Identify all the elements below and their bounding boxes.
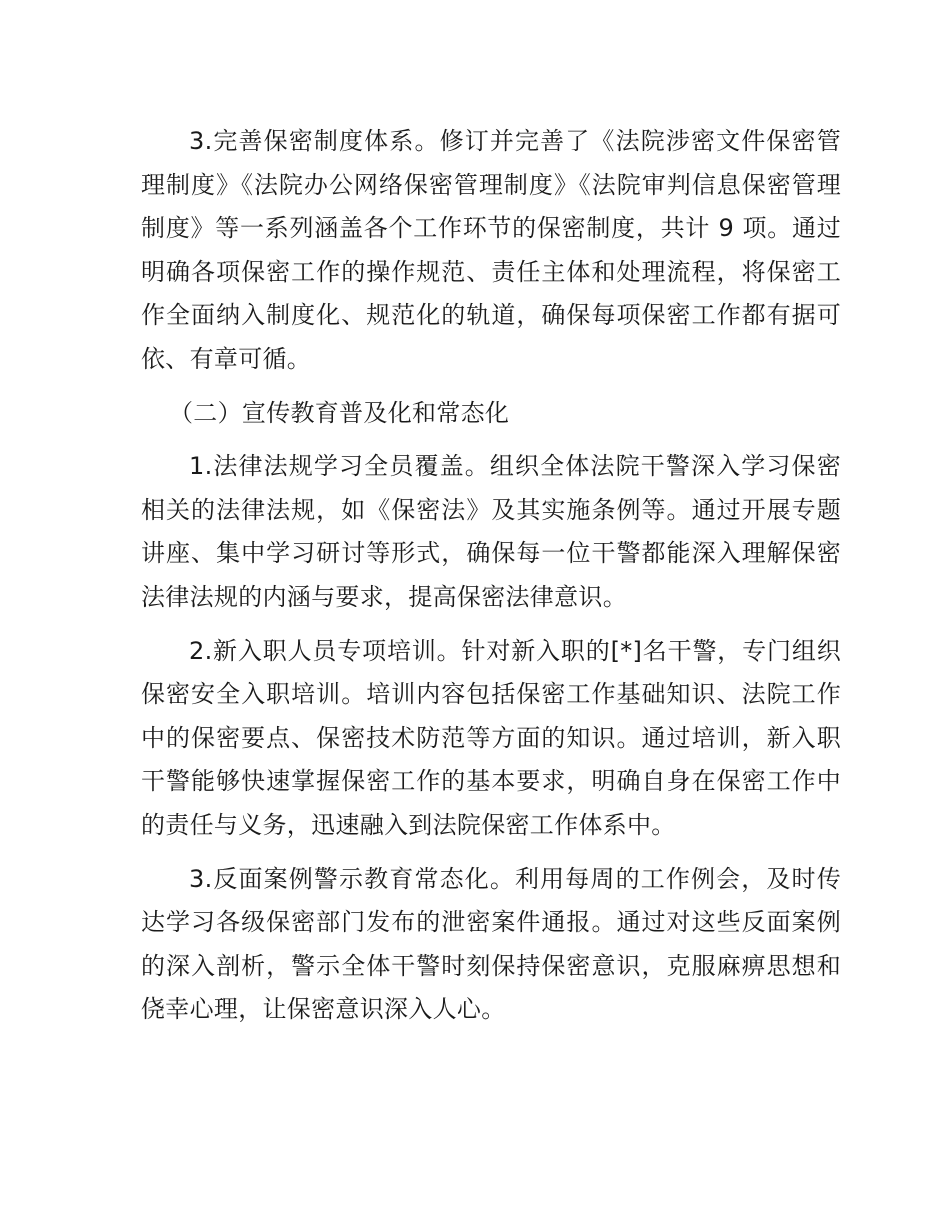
document-body	[141, 120, 841, 1042]
section-heading-education: （二）宣传教育普及化和常态化	[169, 398, 510, 427]
paragraph-case-warning: 3.反面案例警示教育常态化。利用每周的工作例会，及时传达学习各级保密部门发布的泄密案件通报。通过对这些反面案例的深入剖析，警示全体干警时刻保持保密意识，克服麻痹思想和侥幸心理，让保密意识深入人心。	[141, 864, 841, 1024]
paragraph-system-improvement: 3.完善保密制度体系。修订并完善了《法院涉密文件保密管理制度》《法院办公网络保密管理制度》《法院审判信息保密管理制度》等一系列涵盖各个工作环节的保密制度，共计 9 项。通过明确各项保密工作的操作规范、责任主体和处理流程，将保密工作全面纳入制度化、规范化的轨道，确保每项保密工作都有据可依、有章可循。	[141, 127, 841, 373]
paragraph-new-staff-training: 2.新入职人员专项培训。针对新入职的[*]名干警，专门组织保密安全入职培训。培训内容包括保密工作基础知识、法院工作中的保密要点、保密技术防范等方面的知识。通过培训，新入职干警能够快速掌握保密工作的基本要求，明确自身在保密工作中的责任与义务，迅速融入到法院保密工作体系中。	[141, 636, 841, 839]
paragraph-law-study: 1.法律法规学习全员覆盖。组织全体法院干警深入学习保密相关的法律法规，如《保密法》及其实施条例等。通过开展专题讲座、集中学习研讨等形式，确保每一位干警都能深入理解保密法律法规的内涵与要求，提高保密法律意识。	[141, 452, 841, 611]
